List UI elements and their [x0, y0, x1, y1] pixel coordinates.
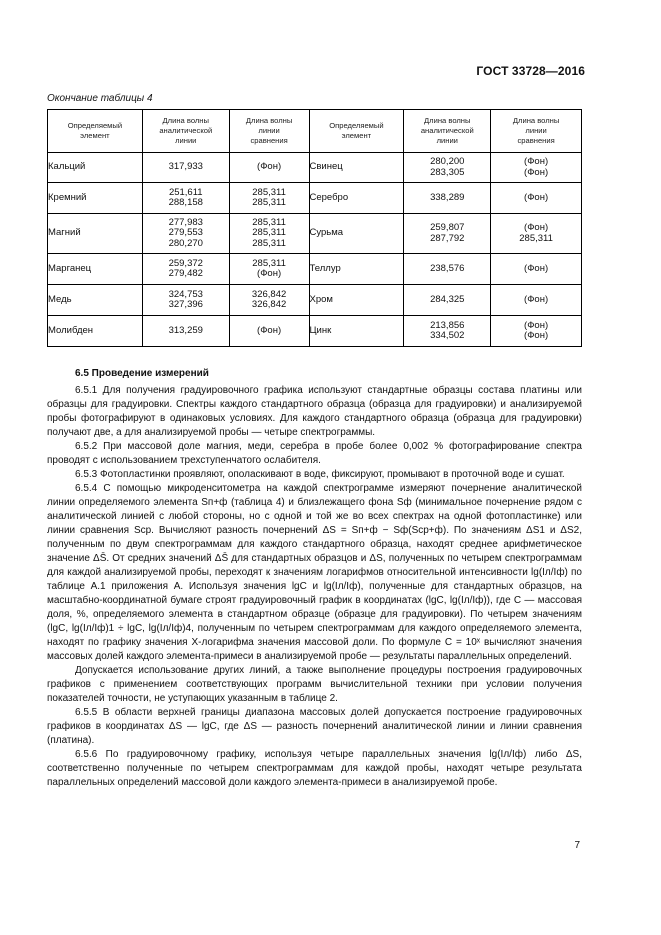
compare-wavelength: (Фон): [229, 153, 309, 183]
compare-wavelength: (Фон): [491, 285, 582, 316]
table-row: [48, 285, 582, 316]
header-compare-wavelength-2: Длина волны линии сравнения: [491, 110, 582, 153]
compare-wavelength: (Фон) (Фон): [491, 316, 582, 347]
wavelength-table: [47, 109, 582, 347]
compare-wavelength: 285,311 (Фон): [229, 254, 309, 285]
analytic-wavelength: 317,933: [142, 153, 229, 183]
element-name: Серебро: [309, 183, 404, 214]
analytic-wavelength: 313,259: [142, 316, 229, 347]
table-row: [48, 183, 582, 214]
header-element-2: Определяемый элемент: [309, 110, 404, 153]
table-row: [48, 153, 582, 183]
compare-wavelength: (Фон): [491, 254, 582, 285]
paragraph-allowance: Допускается использование других линий, а также выполнение процедуры построения градуировочных графиков с применением соответствующих программ вычислительной техники при условии получения показателей точности, не уступающих указанным в таблице 2.: [47, 665, 582, 704]
compare-wavelength: 326,842 326,842: [229, 285, 309, 316]
paragraph-6-5-1: 6.5.1 Для получения градуировочного графика используют стандартные образцы состава платины или образцы для градуировки. Спектры каждого стандартного образца (образца для градуировки) и анализируемой пробы фотографируют в одинаковых условиях. Для каждого стандартного образца (образца для градуировки) получают две, а для анализируемой пробы — четыре спектрограммы.: [47, 385, 582, 438]
analytic-wavelength: 213,856 334,502: [404, 316, 491, 347]
document-code: ГОСТ 33728—2016: [476, 64, 585, 78]
analytic-wavelength: 251,611 288,158: [142, 183, 229, 214]
element-name: Цинк: [309, 316, 404, 347]
compare-wavelength: (Фон) (Фон): [491, 153, 582, 183]
analytic-wavelength: 259,372 279,482: [142, 254, 229, 285]
element-name: Теллур: [309, 254, 404, 285]
compare-wavelength: (Фон): [491, 183, 582, 214]
header-element: Определяемый элемент: [48, 110, 143, 153]
table-caption: Окончание таблицы 4: [47, 93, 153, 104]
paragraph-6-5-6: 6.5.6 По градуировочному графику, используя четыре параллельных значения lg(Iл/Iф) либо ΔS, соответственно полученные по четырем спектрограммам для каждой пробы, находят четыре результата параллельных определений массовой доли каждого элемента-примеси в анализируемой пробе.: [47, 749, 582, 788]
element-name: Сурьма: [309, 214, 404, 254]
element-name: Медь: [48, 285, 143, 316]
paragraph-6-5-2: 6.5.2 При массовой доле магния, меди, серебра в пробе более 0,002 % фотографирование спектра проводят с использованием трехступенчатого ослабителя.: [47, 441, 582, 466]
table-row: [48, 254, 582, 285]
compare-wavelength: 285,311 285,311 285,311: [229, 214, 309, 254]
element-name: Молибден: [48, 316, 143, 347]
table-row: [48, 214, 582, 254]
analytic-wavelength: 280,200 283,305: [404, 153, 491, 183]
analytic-wavelength: 284,325: [404, 285, 491, 316]
table-header-row: [48, 110, 582, 153]
header-analytic-wavelength-2: Длина волны аналитической линии: [404, 110, 491, 153]
paragraph-6-5-5: 6.5.5 В области верхней границы диапазона массовых долей допускается построение градуировочных графиков в координатах ΔS — lgC, где ΔS — разность почернений аналитической линии и линии сравнения (платина).: [47, 707, 582, 746]
page-number: 7: [574, 840, 580, 851]
analytic-wavelength: 324,753 327,396: [142, 285, 229, 316]
element-name: Кальций: [48, 153, 143, 183]
element-name: Марганец: [48, 254, 143, 285]
header-analytic-wavelength: Длина волны аналитической линии: [142, 110, 229, 153]
header-compare-wavelength: Длина волны линии сравнения: [229, 110, 309, 153]
analytic-wavelength: 259,807 287,792: [404, 214, 491, 254]
analytic-wavelength: 238,576: [404, 254, 491, 285]
element-name: Хром: [309, 285, 404, 316]
compare-wavelength: (Фон): [229, 316, 309, 347]
compare-wavelength: 285,311 285,311: [229, 183, 309, 214]
section-body: [47, 384, 582, 790]
paragraph-6-5-3: 6.5.3 Фотопластинки проявляют, ополаскивают в воде, фиксируют, промывают в проточной воде и сушат.: [75, 469, 565, 480]
paragraph-6-5-4: 6.5.4 С помощью микроденситометра на каждой спектрограмме измеряют почернение аналитической линии определяемого элемента Sп+ф (таблица 4) и близлежащего фона Sф (минимальное почернение рядом с аналитической линией с любой стороны, но с одной и той же во всех спектрах на одной фотопластинке) или линии сравнения Sср. Вычисляют разность почернений ΔS = Sп+ф − Sф(Sср+ф). По значениям ΔS1 и ΔS2, полученным по двум спектрограммам для каждого стандартного образца, находят среднее арифметическое значение ΔS̄. От средних значений ΔS̄ для стандартных образцов и ΔS, полученных по четырем спектрограммам для каждой анализируемой пробы, переходят к значениям логарифмов относительной интенсивности lg(Iл/Iф) по таблице А.1 приложения А. Используя значения lgC и lg(Iл/Iф), полученные для стандартных образцов, на масштабно-координатной бумаге строят градуировочный график в координатах (lgC, lg(Iл/Iф)), где C — массовая доля, %, определяемого элемента в стандартном образце (образце для градуировки). По четырем значениям (lgC, lg(Iл/Iф)1 ÷ lgC, lg(Iл/Iф)4, полученным по четырем спектрограммам для каждого определяемого элемента, находят по графику значения X-логарифма значения массовой доли. По формуле C = 10ˣ вычисляют значения массовых долей каждого элемента-примеси в анализируемой пробе — результаты параллельных определений.: [47, 483, 582, 662]
analytic-wavelength: 277,983 279,553 280,270: [142, 214, 229, 254]
compare-wavelength: (Фон) 285,311: [491, 214, 582, 254]
table-row: [48, 316, 582, 347]
section-heading: 6.5 Проведение измерений: [75, 368, 209, 379]
analytic-wavelength: 338,289: [404, 183, 491, 214]
element-name: Свинец: [309, 153, 404, 183]
element-name: Магний: [48, 214, 143, 254]
element-name: Кремний: [48, 183, 143, 214]
